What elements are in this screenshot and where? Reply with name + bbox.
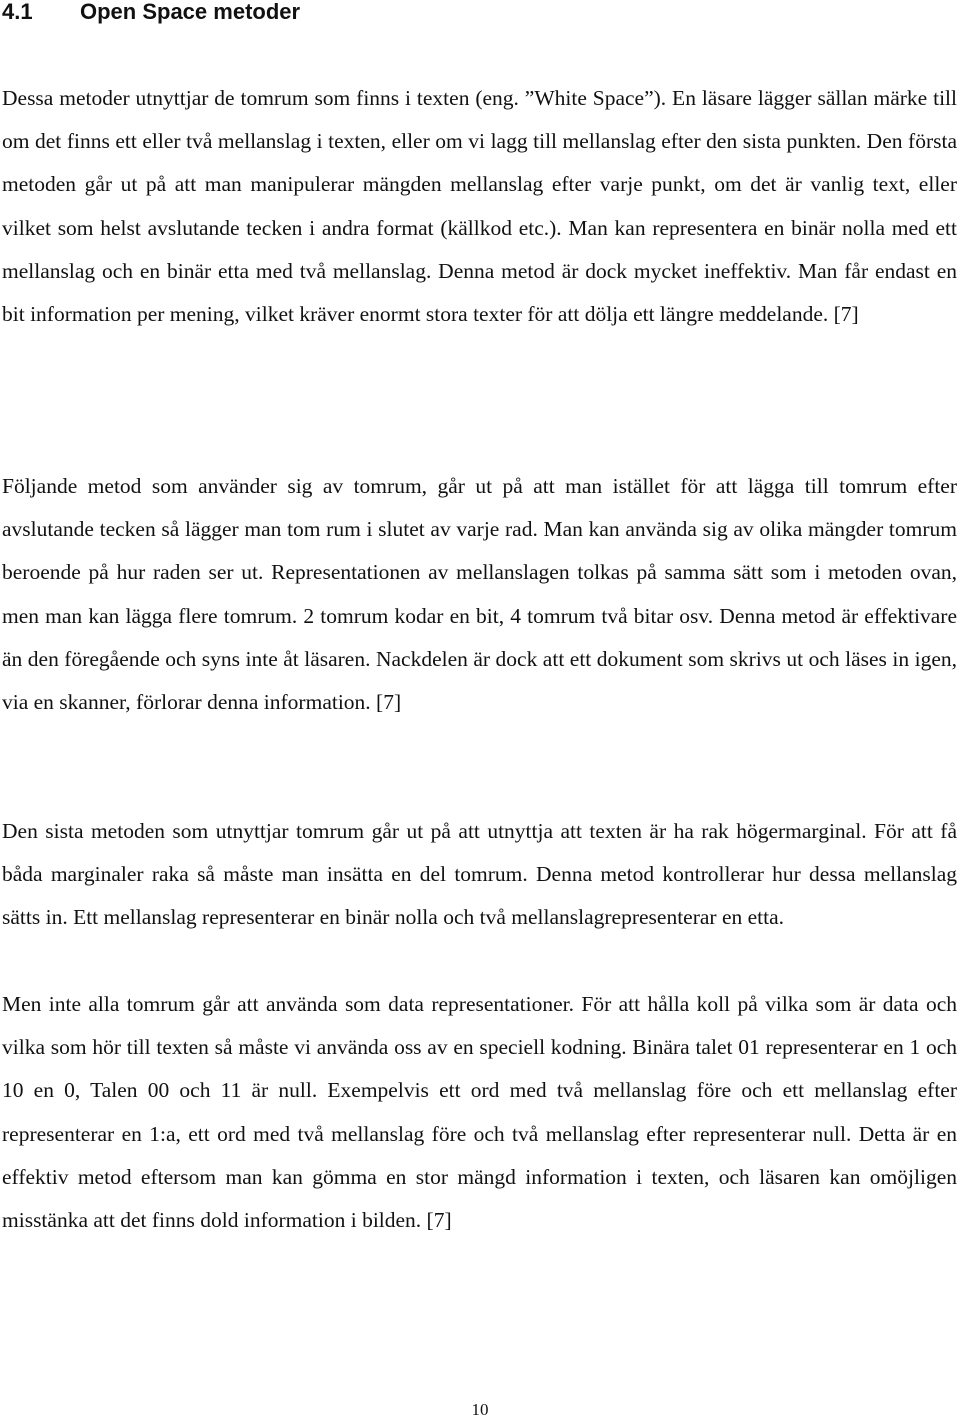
section-title: Open Space metoder: [80, 0, 301, 24]
paragraph-open-space-intro: Dessa metoder utnyttjar de tomrum som finns i texten (eng. ”White Space”). En läsare lägger sällan märke till om det finns ett eller två mellanslag i texten, eller om vi lagg till mellanslag efter den sista punkten. Den första metoden går ut på att man manipulerar mängden mellanslag efter varje punkt, om det är vanlig text, eller vilket som helst avslutande tecken i andra format (källkod etc.). Man kan representera en binär nolla med ett mellanslag och en binär etta med två mellanslag. Denna metod är dock mycket ineffektiv. Man får endast en bit information per mening, vilket kräver enormt stora texter för att dölja ett längre meddelande. [7]: [2, 86, 957, 327]
paragraph-line-end-method: Följande metod som använder sig av tomrum, går ut på att man istället för att lägga till tomrum efter avslutande tecken så lägger man tom rum i slutet av varje rad. Man kan använda sig av olika mängder tomrum beroende på hur raden ser ut. Representationen av mellanslagen tolkas på samma sätt som i metoden ovan, men man kan lägga flere tomrum. 2 tomrum kodar en bit, 4 tomrum två bitar osv. Denna metod är effektivare än den föregående och syns inte åt läsaren. Nackdelen är dock att ett dokument som skrivs ut och läses in igen, via en skanner, förlorar denna information. [7]: [2, 474, 957, 715]
section-heading: [2, 0, 300, 28]
page-number: 10: [471, 1400, 489, 1419]
section-number: 4.1: [2, 0, 33, 24]
paragraph-justification-method: Den sista metoden som utnyttjar tomrum går ut på att utnyttja att texten är ha rak högermarginal. För att få båda marginaler raka så måste man insätta en del tomrum. Denna metod kontrollerar hur dessa mellanslag sätts in. Ett mellanslag representerar en binär nolla och två mellanslagrepresenterar en etta.: [2, 819, 957, 930]
paragraph-encoding: Men inte alla tomrum går att använda som data representationer. För att hålla koll på vilka som är data och vilka som hör till texten så måste vi använda oss av en speciell kodning. Binära talet 01 representerar en 1 och 10 en 0, Talen 00 och 11 är null. Exempelvis ett ord med två mellanslag före och ett mellanslag efter representerar en 1:a, ett ord med två mellanslag före och två mellanslag efter representerar null. Detta är en effektiv metod eftersom man kan gömma en stor mängd information i texten, och läsaren kan omöjligen misstänka att det finns dold information i bilden. [7]: [2, 992, 957, 1233]
